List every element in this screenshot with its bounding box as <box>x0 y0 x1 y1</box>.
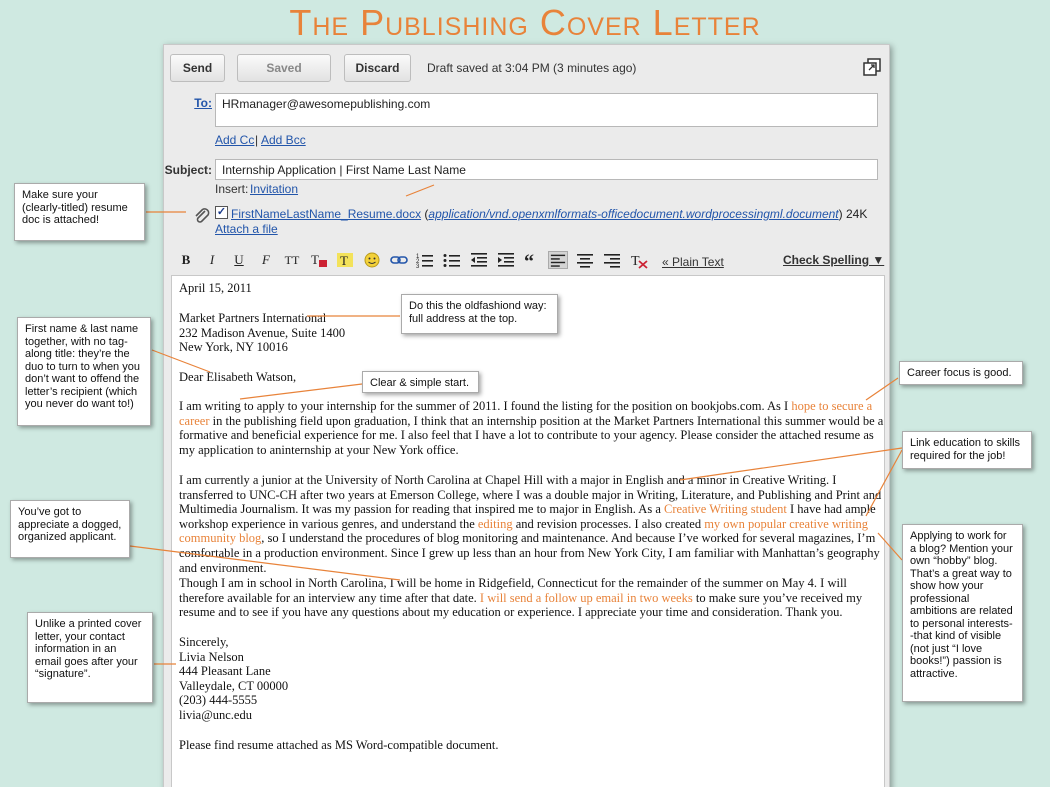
letter-address-2: 232 Madison Avenue, Suite 1400 <box>179 325 346 340</box>
letter-paragraph-3 <box>179 576 885 620</box>
letter-salutation: Dear Elisabeth Watson, <box>179 370 297 384</box>
add-cc-link[interactable]: Add Cc <box>215 133 255 147</box>
p2-text-a: I am currently a junior at the University of North Carolina at Chapel Hill with a major in English and a minor in Creative Writing. I transferred to UNC-CH after two years at Emerson College, where I was a double major in Writing, Literature, and Publishing and Print and Multimedia Journalism. It was my passion for reading that inspired me to major in English. As a <box>179 473 882 517</box>
add-bcc-link[interactable]: Add Bcc <box>261 133 306 147</box>
discard-button[interactable]: Discard <box>344 54 411 82</box>
indent-icon[interactable] <box>496 251 516 269</box>
callout-blog: Applying to work for a blog? Mention your own “hobby” blog. That’s a great way to show how your professional ambitions are related to personal interests--that kind of visible (not just “I love books!”) passion is attractive. <box>902 524 1023 702</box>
quote-icon[interactable] <box>522 251 542 269</box>
letter-closing: Sincerely, <box>179 635 229 649</box>
callout-simple-start: Clear & simple start. <box>362 371 479 393</box>
align-left-icon[interactable] <box>548 251 568 269</box>
p1-text-a: I am writing to apply to your internship for the summer of 2011. I found the listing for the position on bookjobs.com. As I <box>179 399 792 413</box>
callout-link-education: Link education to skills required for the job! <box>902 431 1032 469</box>
subject-field[interactable]: Internship Application | First Name Last Name <box>215 159 878 180</box>
attachment-filename[interactable]: FirstNameLastName_Resume.docx <box>231 207 422 221</box>
attach-file-link[interactable]: Attach a file <box>215 222 278 236</box>
signature-street: 444 Pleasant Lane <box>179 664 271 679</box>
letter-paragraph-2 <box>179 473 885 575</box>
align-right-icon[interactable] <box>602 251 622 269</box>
callout-dogged-applicant: You’ve got to appreciate a dogged, organized applicant. <box>10 500 130 558</box>
svg-text:“: “ <box>524 251 534 269</box>
svg-text:1: 1 <box>416 254 420 260</box>
paperclip-icon <box>193 207 211 225</box>
popout-icon[interactable] <box>863 58 881 76</box>
attachment-checkbox[interactable]: ✓ <box>216 206 227 218</box>
letter-postscript: Please find resume attached as MS Word-compatible document. <box>179 738 499 752</box>
svg-text:2: 2 <box>416 259 420 265</box>
attachment-info <box>231 207 867 221</box>
saved-button[interactable]: Saved <box>237 54 331 82</box>
p1-text-b: in the publishing field upon graduation, I think that an internship position at the Market Partners International this summer would be a formative and beneficial experience for me. I also feel that I have a lot to contribute to your agency. Please consider the attached resume as my application to aninternship at your New York office. <box>179 413 884 457</box>
signature-name: Livia Nelson <box>179 649 244 664</box>
font-size-button[interactable]: TT <box>284 253 300 267</box>
insert-label: Insert: <box>215 182 249 196</box>
underline-button[interactable]: U <box>234 252 244 267</box>
highlight-color-icon[interactable] <box>335 251 355 269</box>
font-family-button[interactable]: F <box>262 252 270 267</box>
callout-career-focus: Career focus is good. <box>899 361 1023 385</box>
cc-bcc-separator: | <box>255 133 259 147</box>
italic-button[interactable]: I <box>209 252 215 267</box>
bulleted-list-icon[interactable] <box>442 251 462 269</box>
p2-highlight-2: editing <box>477 516 513 531</box>
p3-text-a: Though I am in school in North Carolina, I will be home in Ridgefield, Connecticut for the remainder of the summer on May 4. I will therefore available for an interview any time after that date. <box>179 576 847 605</box>
p3-highlight: I will send a follow up email in two weeks <box>479 590 693 605</box>
letter-date: April 15, 2011 <box>179 281 252 295</box>
letter-address-1: Market Partners International <box>179 311 327 325</box>
bold-button[interactable]: B <box>181 252 191 267</box>
callout-signature: Unlike a printed cover letter, your contact information in an email goes after your “signature”. <box>27 612 153 703</box>
attachment-size: 24K <box>845 207 868 221</box>
remove-formatting-icon[interactable] <box>629 251 649 269</box>
signature-city: Valleydale, CT 00000 <box>179 678 289 693</box>
callout-full-address: Do this the oldfashiond way: full address at the top. <box>401 294 558 334</box>
subject-label: Subject: <box>164 163 212 177</box>
to-label[interactable]: To: <box>194 96 212 110</box>
p3-text-b: to make sure you’ve received my resume and to see if you have any questions about my education or experience. I appreciate your time and consideration. Thank you. <box>179 590 863 620</box>
plain-text-link[interactable]: « Plain Text <box>662 255 724 269</box>
p2-text-c: and revision processes. I also created <box>512 516 705 531</box>
p2-text-d: , so I understand the procedures of blog monitoring and maintenance. And because I’ve worked for several magazines, I’m comfortable in a production environment. Since I grew up less than an hour from New York City, I am familiar with Manhattan’s geography and environment. <box>179 531 880 575</box>
attachment-mime-open: ( <box>424 207 429 221</box>
p2-highlight-1: Creative Writing student <box>664 502 787 517</box>
outdent-icon[interactable] <box>469 251 489 269</box>
signature-email: livia@unc.edu <box>179 708 252 722</box>
page-title: The Publishing Cover Letter <box>289 2 761 43</box>
emoticon-icon[interactable] <box>362 251 382 269</box>
numbered-list-icon[interactable] <box>415 251 435 269</box>
callout-resume-attached: Make sure your (clearly-titled) resume doc is attached! <box>14 183 145 241</box>
attachment-mime: application/vnd.openxmlformats-officedocument.wordprocessingml.document <box>428 207 839 221</box>
align-center-icon[interactable] <box>575 251 595 269</box>
check-spelling-button[interactable]: Check Spelling ▼ <box>783 253 885 267</box>
p2-highlight-3: my own popular creative writing community blog <box>179 516 869 546</box>
p2-text-b: I have had ample workshop experience in various genres, and understand the <box>179 502 876 531</box>
callout-first-last-name: First name & last name together, with no tag-along title: they’re the duo to turn to when you don’t want to offend the letter’s recipient (which you never do want to!) <box>17 317 151 426</box>
link-icon[interactable] <box>389 251 409 269</box>
signature-phone: (203) 444-5555 <box>179 693 258 708</box>
send-button[interactable]: Send <box>170 54 225 82</box>
draft-status: Draft saved at 3:04 PM (3 minutes ago) <box>427 61 637 75</box>
insert-invitation-link[interactable]: Invitation <box>250 182 299 196</box>
svg-text:T: T <box>340 253 348 268</box>
attachment-mime-close: ) <box>838 207 846 221</box>
letter-address-3: New York, NY 10016 <box>179 340 288 355</box>
p1-highlight: hope to secure a career <box>179 399 873 428</box>
svg-text:T: T <box>311 252 319 267</box>
letter-paragraph-1 <box>179 399 885 457</box>
text-color-icon[interactable] <box>309 251 329 269</box>
svg-text:3: 3 <box>416 264 420 269</box>
to-field[interactable]: HRmanager@awesomepublishing.com <box>215 93 878 127</box>
svg-text:T: T <box>631 254 640 269</box>
